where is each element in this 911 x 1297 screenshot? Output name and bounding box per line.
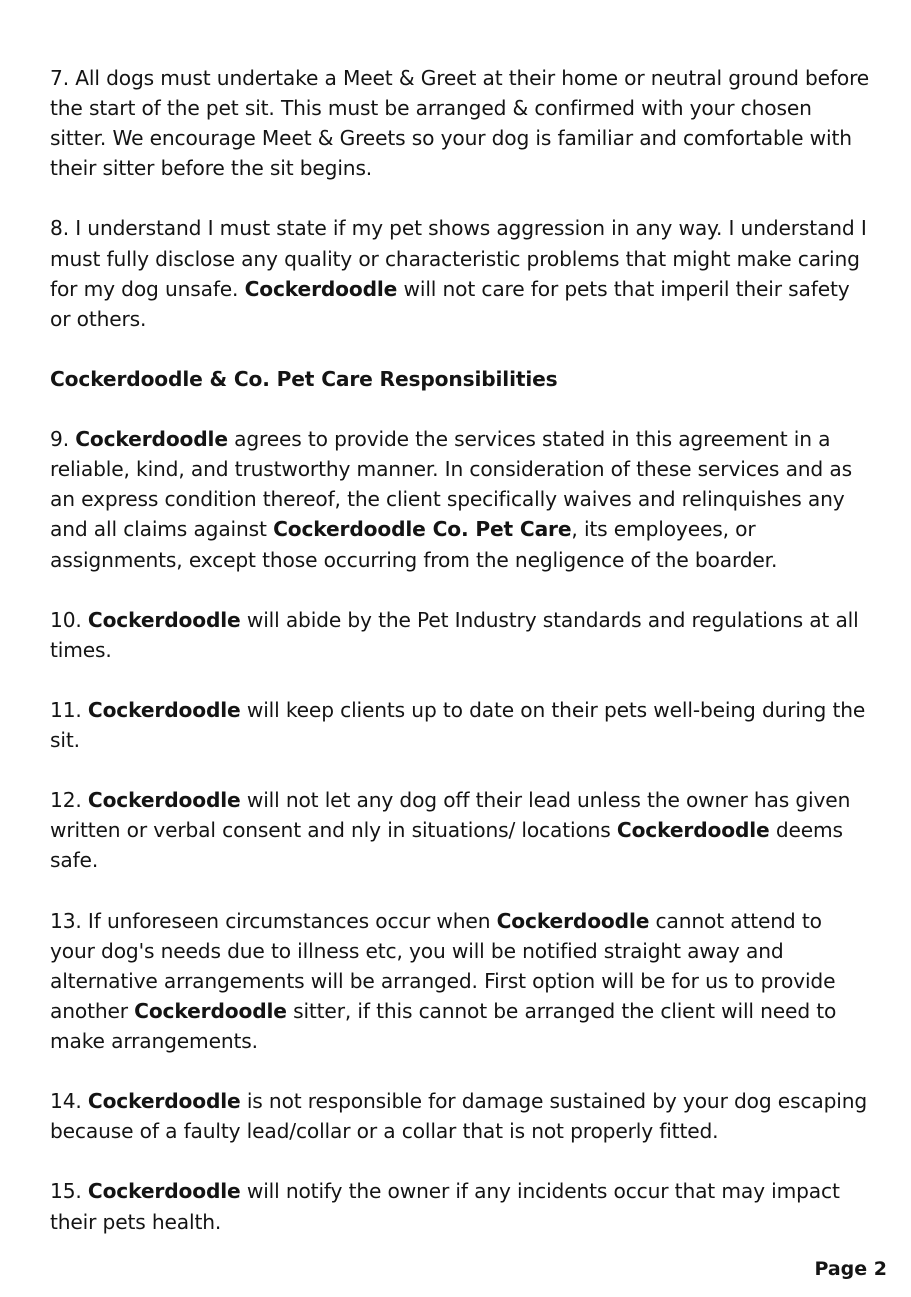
clause-12-number: 12.	[50, 788, 88, 813]
clause-14-text: is not responsible for damage sustained by your dog escaping because of a faulty lead/collar or a collar that is not properly fitted.	[50, 1089, 868, 1144]
clause-9-brand: Cockerdoodle	[75, 427, 228, 452]
clause-8-text-end: will not care for pets that imperil their safety or others.	[50, 276, 850, 331]
clause-11	[50, 695, 872, 755]
clause-9-text-middle: agrees to provide the services stated in this agreement in a reliable, kind, and trustworthy manner. In consideration of these services and as an express condition thereof, the client specifically waives and relinquishes any and all claims against	[50, 427, 852, 542]
clause-15-number: 15.	[50, 1179, 88, 1204]
section-heading: Cockerdoodle & Co. Pet Care Responsibilities	[50, 366, 558, 391]
clause-11-text: will keep clients up to date on their pets well-being during the sit.	[50, 697, 866, 753]
clause-13-brand-2: Cockerdoodle	[134, 998, 287, 1023]
clause-12	[50, 785, 872, 875]
clause-12-text-middle: will not let any dog off their lead unless the owner has given written or verbal consent and nly in situations/ locations	[50, 788, 851, 843]
clause-10-text: will abide by the Pet Industry standards and regulations at all times.	[50, 607, 859, 662]
clause-7-text: 7. All dogs must undertake a Meet & Greet at their home or neutral ground before the start of the pet sit. This must be arranged & confirmed with your chosen sitter. We encourage Meet & Greets so your dog is familiar and comfortable with their sitter before the sit begins.	[50, 66, 870, 181]
clause-11-brand: Cockerdoodle	[87, 697, 241, 722]
clause-13-text-middle: cannot attend to your dog's needs due to illness etc, you will be notified straight away and alternative arrangements will be arranged. First option will be for us to provide another	[50, 908, 836, 1023]
document-body	[50, 63, 872, 1237]
clause-14	[50, 1086, 872, 1146]
clause-15-brand: Cockerdoodle	[87, 1179, 241, 1204]
clause-14-brand: Cockerdoodle	[87, 1089, 241, 1114]
page-number: Page 2	[814, 1258, 887, 1280]
clause-9	[50, 424, 872, 574]
clause-9-number: 9.	[50, 427, 76, 452]
clause-13-brand: Cockerdoodle	[496, 908, 650, 933]
clause-12-brand: Cockerdoodle	[87, 788, 241, 813]
clause-13-text-end: sitter, if this cannot be arranged the client will need to make arrangements.	[50, 998, 837, 1053]
clause-14-number: 14.	[50, 1089, 88, 1114]
clause-15-text: will notify the owner if any incidents occur that may impact their pets health.	[50, 1179, 840, 1234]
clause-8-text-start: 8. I understand I must state if my pet shows aggression in any way. I understand I must fully disclose any quality or characteristic problems that might make caring for my dog unsafe.	[50, 216, 867, 301]
clause-12-brand-2: Cockerdoodle	[616, 818, 770, 843]
clause-13-text-start: 13. If unforeseen circumstances occur when	[50, 908, 497, 933]
clause-7	[50, 63, 872, 183]
clause-15	[50, 1176, 872, 1236]
clause-10-number: 10.	[50, 607, 88, 632]
clause-8-brand: Cockerdoodle	[244, 276, 398, 301]
clause-8	[50, 213, 872, 333]
clause-11-number: 11.	[50, 697, 88, 722]
clause-9-company: Cockerdoodle Co. Pet Care	[273, 517, 572, 542]
clause-10	[50, 605, 872, 665]
clause-13	[50, 906, 872, 1056]
clause-10-brand: Cockerdoodle	[87, 607, 241, 632]
clause-12-text-end: deems safe.	[50, 818, 843, 873]
clause-9-text-end: , its employees, or assignments, except those occurring from the negligence of the boarder.	[50, 517, 778, 572]
